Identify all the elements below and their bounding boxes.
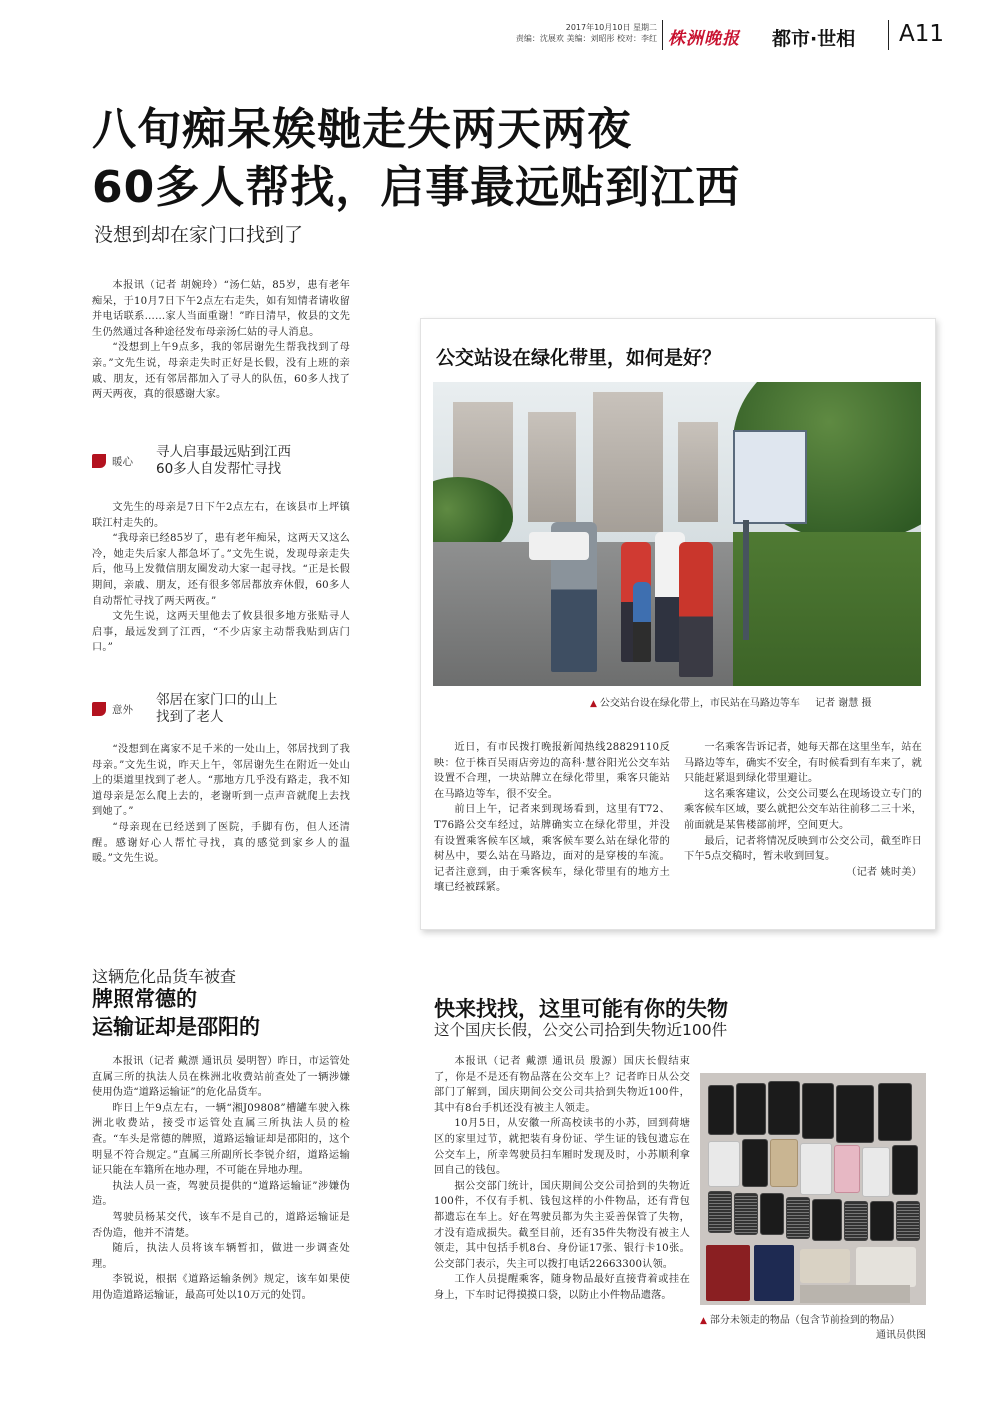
bus-photo-caption: ▲ 公交站台设在绿化带上，市民站在马路边等车 记者 谢慧 摄 bbox=[590, 698, 872, 709]
tag-marker-icon bbox=[92, 702, 106, 716]
lead-body-block-2 bbox=[92, 500, 350, 656]
paragraph: 文先生说，这两天里他去了攸县很多地方张贴寻人启事，最远发到了江西，“不少店家主动帮我贴到店门口。” bbox=[92, 611, 350, 654]
lead-headline-line-1: 八旬痴呆娭毑走失两天两夜 bbox=[92, 104, 632, 155]
paragraph: 李锐说，根据《道路运输条例》规定，该车如果使用伪造道路运输证，最高可处以10万元的处罚。 bbox=[92, 1274, 350, 1301]
lead-headline-line-2: 60多人帮找，启事最远贴到江西 bbox=[92, 162, 741, 213]
paragraph: 前日上午，记者来到现场看到，这里有T72、T76路公交车经过，站牌确实立在绿化带里，并没有设置乘客候车区域，乘客候车要么站在绿化带的树丛中，要么站在马路边，面对的是穿梭的车流。记者注意到，由于乘客候车，绿化带里有的地方土壤已经被踩紧。 bbox=[434, 804, 670, 894]
paragraph: 本报讯（记者 戴漂 通讯员 殷源）国庆长假结束了，你是不是还有物品落在公交车上？记者昨日从公交部门了解到，国庆期间公交公司共拾到失物近100件，其中有8台手机还没有被主人领走。 bbox=[434, 1056, 690, 1114]
paragraph: 一名乘客告诉记者，她每天都在这里坐车，站在马路边等车，确实不安全，有时候看到有车来了，就只能赶紧退到绿化带里避让。 bbox=[684, 742, 922, 785]
lost-items-subhead: 这个国庆长假，公交公司拾到失物近100件 bbox=[434, 1021, 728, 1039]
paragraph: 本报讯（记者 戴漂 通讯员 晏明智）昨日，市运管处直属三所的执法人员在株洲北收费站前查处了一辆涉嫌使用伪造“道路运输证”的危化品货车。 bbox=[92, 1056, 350, 1099]
truck-kicker: 这辆危化品货车被查 bbox=[92, 967, 237, 986]
paragraph: 最后，记者将情况反映到市公交公司，截至昨日下午5点交稿时，暂未收到回复。 bbox=[684, 835, 922, 863]
newspaper-brand-logo: 株洲晚报 bbox=[668, 29, 740, 49]
paragraph: 随后，执法人员将该车辆暂扣，做进一步调查处理。 bbox=[92, 1243, 350, 1270]
masthead-meta bbox=[500, 22, 657, 44]
tag-title: 寻人启事最远贴到江西 60多人自发帮忙寻找 bbox=[156, 444, 291, 477]
tag-label: 意外 bbox=[112, 703, 133, 716]
paragraph: “我母亲已经85岁了，患有老年痴呆，这两天又这么冷，她走失后家人都急坏了。”文先生说，发现母亲走失后，他马上发微信朋友圈发动大家一起寻找。“正是长假期间，亲戚、朋友，还有很多邻居都放弃休假，60多人自动帮忙寻找了两天两夜。” bbox=[92, 533, 350, 607]
date-line: 2017年10月10日 星期二 bbox=[565, 23, 657, 32]
tag-warm-heart bbox=[92, 444, 291, 478]
lost-items-body bbox=[434, 1054, 690, 1304]
caption-triangle-icon: ▲ bbox=[700, 1316, 707, 1326]
bus-stop-photo bbox=[433, 382, 921, 686]
caption-triangle-icon: ▲ bbox=[590, 699, 597, 709]
paragraph: 这名乘客建议，公交公司要么在现场设立专门的乘客候车区域，要么就把公交车站往前移二三十米，前面就是某售楼部前坪，空间更大。 bbox=[684, 788, 922, 831]
bus-feature-col-right bbox=[684, 740, 922, 880]
page-number: A11 bbox=[899, 21, 945, 47]
truck-body bbox=[92, 1054, 350, 1304]
paragraph: 昨日上午9点左右，一辆“湘J09808”槽罐车驶入株洲北收费站，接受市运管处直属三所执法人员的检查。“车头是常德的牌照，道路运输证却是邵阳的，这个明显不符合规定。”直属三所副所长李锐介绍，道路运输证只能在车籍所在地办理，不可能在异地办理。 bbox=[92, 1102, 350, 1177]
bus-feature-title: 公交站设在绿化带里，如何是好？ bbox=[436, 347, 722, 369]
paragraph: “没想到在离家不足千米的一处山上，邻居找到了我母亲。”文先生说，昨天上午，邻居谢先生在附近一处山上的渠道里找到了老人。“那地方几乎没有路走，我不知道母亲是怎么爬上去的，老谢听到一点声音就爬上去找到她了。” bbox=[92, 744, 350, 818]
truck-headline-line-2: 运输证却是邵阳的 bbox=[92, 1015, 260, 1039]
lead-subhead: 没想到却在家门口找到了 bbox=[94, 224, 304, 246]
paragraph: “没想到上午9点多，我的邻居谢先生帮我找到了母亲。”文先生说，母亲走失时正好是长假，没有上班的亲戚、朋友，还有邻居都加入了寻人的队伍，60多人找了两天两夜，真的很感谢大家。 bbox=[92, 342, 350, 401]
paragraph: 执法人员一查，驾驶员提供的“道路运输证”涉嫌伪造。 bbox=[92, 1180, 350, 1208]
lead-body-block-1 bbox=[92, 278, 350, 403]
tag-label: 暖心 bbox=[112, 455, 133, 468]
paragraph: 文先生的母亲是7日下午2点左右，在该县市上坪镇联江村走失的。 bbox=[92, 502, 350, 529]
section-name: 都市·世相 bbox=[772, 28, 856, 50]
paragraph: “母亲现在已经送到了医院，手脚有伤，但人还清醒。感谢好心人帮忙寻找，真的感觉到家乡人的温暖。”文先生说。 bbox=[92, 821, 350, 865]
lost-items-headline: 快来找找，这里可能有你的失物 bbox=[434, 997, 728, 1021]
paragraph: 工作人员提醒乘客，随身物品最好直接背着或挂在身上，下车时记得摸摸口袋，以防止小件物品遗落。 bbox=[434, 1274, 690, 1301]
paragraph: 据公交部门统计，国庆期间公交公司拾到的失物近100件，不仅有手机、钱包这样的小件物品，还有背包都遗忘在车上。好在驾驶员都为失主妥善保管了失物，才没有造成损失。截至目前，还有35件失物没有被主人领走，其中包括手机8台、身份证17张、银行卡10张。公交部门表示，失主可以拨打电话22663300认领。 bbox=[434, 1180, 690, 1270]
photo-credit: 通讯员供图 bbox=[876, 1330, 926, 1341]
paragraph: 本报讯（记者 胡婉玲）“汤仁姑，85岁，患有老年痴呆，于10月7日下午2点左右走失，如有知情者请收留并电话联系……家人当面重谢！”昨日清早，攸县的文先生仍然通过各种途径发布母亲汤仁姑的寻人消息。 bbox=[92, 280, 350, 338]
lead-body-block-3 bbox=[92, 742, 350, 867]
masthead-divider-2 bbox=[888, 20, 889, 50]
lost-items-photo bbox=[700, 1073, 926, 1305]
masthead-divider bbox=[662, 20, 663, 50]
tag-title: 邻居在家门口的山上 找到了老人 bbox=[156, 692, 278, 725]
tag-accident bbox=[92, 692, 278, 726]
paragraph: 近日，有市民拨打晚报新闻热线28829110反映：位于株百吴雨店旁边的高科·慧谷阳光公交车站设置不合理，一块站牌立在绿化带里，乘客只能站在马路边等车，很不安全。 bbox=[434, 742, 670, 800]
paragraph: 10月5日，从安徽一所高校读书的小苏，回到荷塘区的家里过节，就把装有身份证、学生证的钱包遗忘在公交车上，所幸驾驶员扫车厢时发现及时，小苏顺利拿回自己的钱包。 bbox=[434, 1118, 690, 1177]
truck-headline-line-1: 牌照常德的 bbox=[92, 987, 197, 1011]
editors-line: 责编：沈展欢 美编：刘昭彤 校对：李红 bbox=[515, 34, 657, 43]
paragraph: 驾驶员杨某交代，该车不是自己的，道路运输证是否伪造，他并不清楚。 bbox=[92, 1211, 350, 1239]
tag-marker-icon bbox=[92, 454, 106, 468]
lost-items-caption: ▲ 部分未领走的物品（包含节前捡到的物品） 通讯员供图 bbox=[700, 1315, 926, 1341]
byline: （记者 姚时美） bbox=[846, 866, 922, 878]
bus-feature-col-left bbox=[434, 740, 670, 896]
